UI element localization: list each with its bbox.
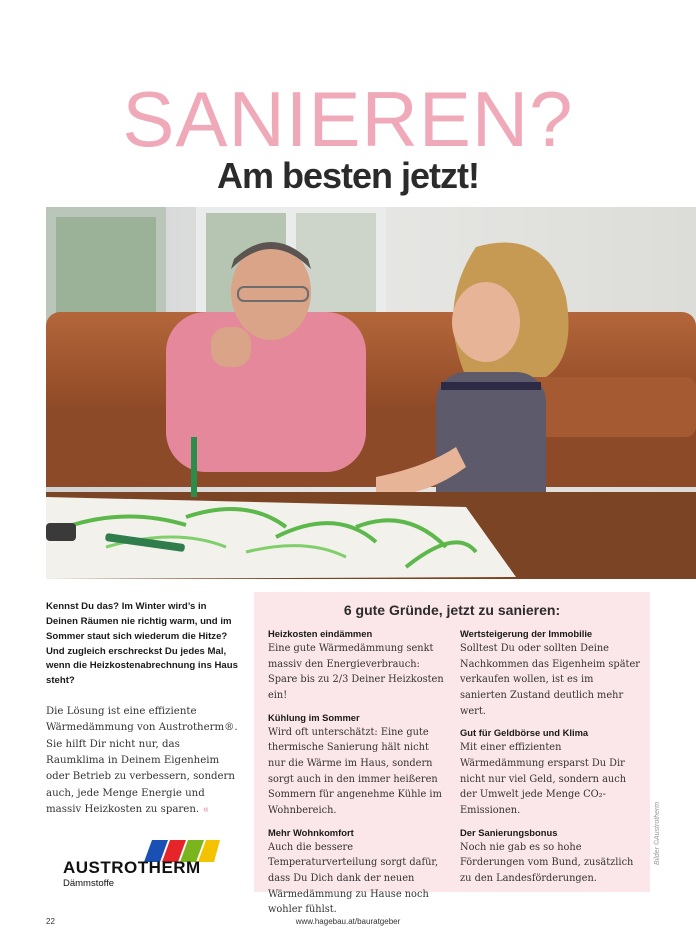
reason-heading: Kühlung im Sommer (268, 711, 360, 723)
intro-body-text: Die Lösung ist eine effiziente Wärmedämmung von Austrotherm®. Sie hilft Dir nicht nur, das Raumklima in Deinem Eigenheim oder Betrieb zu verbessern, sondern auch, jede Menge Energie und massiv Heizkosten zu sparen. (46, 706, 238, 815)
hero-photo (46, 207, 696, 579)
reasons-column-right (460, 628, 640, 895)
reason-text: Solltest Du oder sollten Deine Nachkommen das Eigenheim später verkaufen wollen, ist es im sanierten Zustand deutlich mehr wert. (460, 643, 640, 717)
reason-heading: Mehr Wohnkomfort (268, 826, 354, 838)
reasons-title: 6 gute Gründe, jetzt zu sanieren: (343, 602, 561, 618)
austrotherm-logo (60, 838, 220, 890)
reason-text: Wird oft unterschätzt: Eine gute thermische Sanierung hält nicht nur die Wärme im Haus, sondern sorgt auch in den immer heißeren Sommern für angenehme Kühle im Wohnbereich. (268, 726, 442, 817)
reason-heading: Wertsteigerung der Immobilie (460, 628, 593, 639)
reason-heading: Der Sanierungsbonus (460, 826, 558, 838)
page-number: 22 (46, 917, 55, 926)
logo-wordmark: AUSTROTHERM (63, 858, 201, 877)
end-chevron-icon: « (203, 803, 209, 815)
reason-item (460, 827, 640, 887)
reason-item (460, 727, 640, 818)
intro-lead: Kennst Du das? Im Winter wird’s in Deinen Räumen nie richtig warm, und im Sommer staut sich wiederum die Hitze? Und zugleich erschreckst Du jedes Mal, wenn die Heizkostenabrechnung ins Haus steht? (46, 601, 238, 687)
reasons-box (254, 592, 650, 916)
reason-text: Mit einer effizienten Wärmedämmung ersparst Du Dir nicht nur viel Geld, sondern auch der Umwelt jede Menge CO₂-Emissionen. (460, 742, 627, 817)
reason-item (268, 628, 448, 704)
intro-body (46, 704, 241, 818)
reason-item (268, 827, 448, 918)
reason-heading: Heizkosten eindämmen (268, 628, 373, 639)
reasons-column-left (268, 628, 448, 926)
reason-text: Noch nie gab es so hohe Förderungen vom Bund, zusätzlich zu den Landesförderungen. (460, 841, 634, 885)
reason-item (460, 628, 640, 719)
logo-tagline: Dämmstoffe (63, 878, 115, 889)
reason-item (268, 712, 448, 819)
page-subtitle: Am besten jetzt! (216, 155, 480, 196)
reason-text: Eine gute Wärmedämmung senkt massiv den Energieverbrauch: Spare bis zu 2/3 Deiner Heizkosten ein! (268, 643, 444, 702)
page-title: SANIEREN? (122, 75, 574, 163)
reason-heading: Gut für Geldbörse und Klima (460, 727, 589, 739)
reason-text: Auch die bessere Temperaturverteilung sorgt dafür, dass Du Dich dank der neuen Wärmedämmung zu Hause noch wohler fühlst. (268, 841, 439, 916)
image-credit: Bilder ©Austrotherm (654, 801, 661, 865)
footer-url: www.hagebau.at/bauratgeber (295, 917, 401, 926)
